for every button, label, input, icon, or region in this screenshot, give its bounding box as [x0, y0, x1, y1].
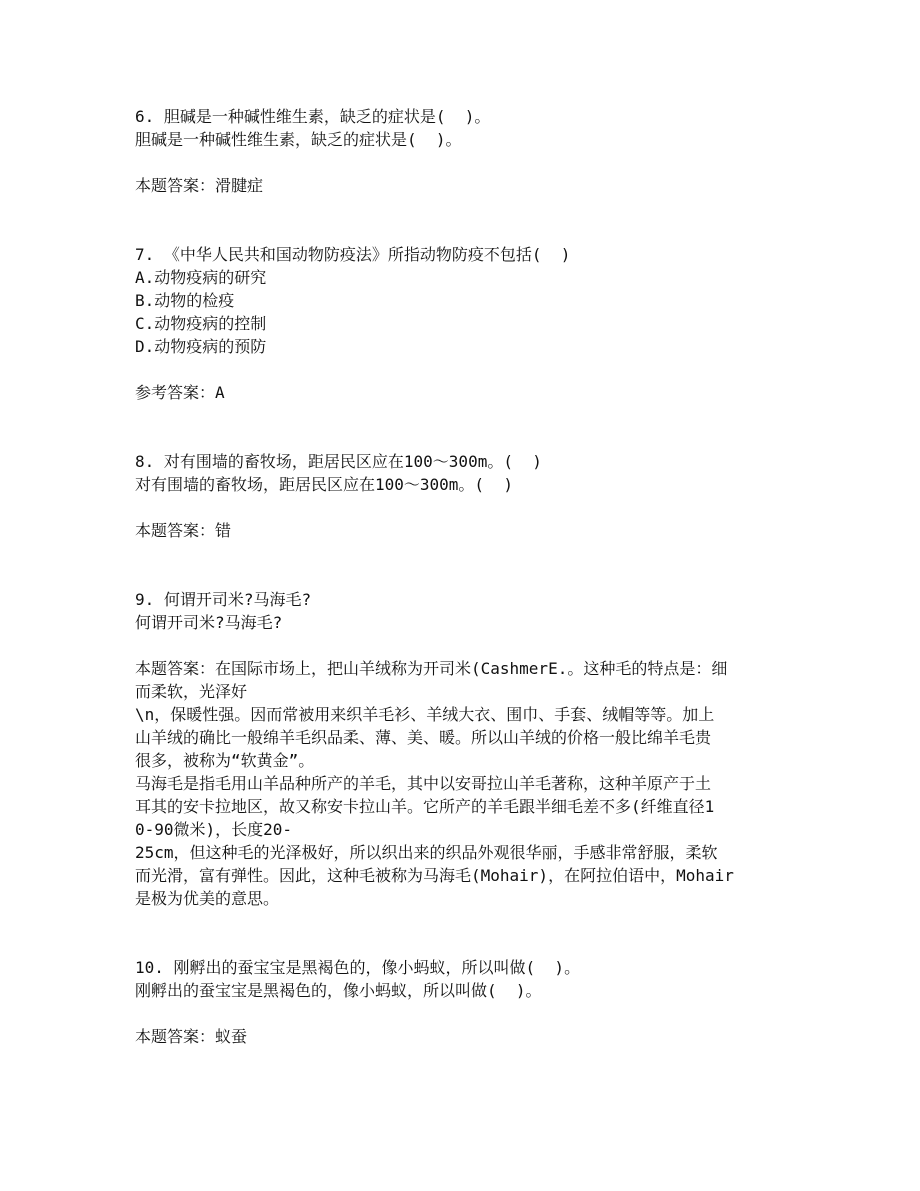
question-8-text: 对有围墙的畜牧场，距居民区应在100～300m。( ) [135, 475, 513, 494]
option-a: A.动物疫病的研究 [135, 268, 267, 287]
question-9-title: 9. 何谓开司米?马海毛? [135, 590, 312, 609]
answer-line: 很多，被称为“软黄金”。 [135, 751, 315, 770]
answer-line: 而柔软，光泽好 [135, 682, 248, 701]
question-7-answer: 参考答案：A [135, 383, 225, 402]
question-10-title: 10. 刚孵出的蚕宝宝是黑褐色的，像小蚂蚁，所以叫做( )。 [135, 958, 581, 977]
question-7-title: 7. 《中华人民共和国动物防疫法》所指动物防疫不包括( ) [135, 245, 571, 264]
answer-line: 而光滑，富有弹性。因此，这种毛被称为马海毛(Mohair)，在阿拉伯语中，Mohair [135, 866, 734, 885]
option-d: D.动物疫病的预防 [135, 337, 267, 356]
answer-line: 0-90微米)，长度20- [135, 820, 293, 839]
question-6-answer: 本题答案：滑腱症 [135, 176, 264, 195]
question-9 [135, 588, 790, 910]
answer-line: 25cm，但这种毛的光泽极好，所以织出来的织品外观很华丽，手感非常舒服，柔软 [135, 843, 718, 862]
question-6-text: 胆碱是一种碱性维生素，缺乏的症状是( )。 [135, 130, 462, 149]
answer-line: 马海毛是指毛用山羊品种所产的羊毛，其中以安哥拉山羊毛著称，这种羊原产于土 [135, 774, 712, 793]
question-9-text: 何谓开司米?马海毛? [135, 613, 283, 632]
question-8-answer: 本题答案：错 [135, 521, 232, 540]
option-b: B.动物的检疫 [135, 291, 235, 310]
question-8 [135, 450, 790, 542]
question-6 [135, 105, 790, 197]
answer-line: 耳其的安卡拉地区，故又称安卡拉山羊。它所产的羊毛跟半细毛差不多(纤维直径1 [135, 797, 715, 816]
question-6-title: 6. 胆碱是一种碱性维生素，缺乏的症状是( )。 [135, 107, 491, 126]
option-c: C.动物疫病的控制 [135, 314, 267, 333]
question-10-answer: 本题答案：蚁蚕 [135, 1027, 248, 1046]
question-8-title: 8. 对有围墙的畜牧场，距居民区应在100～300m。( ) [135, 452, 542, 471]
question-10 [135, 956, 790, 1048]
document-page [135, 105, 790, 1048]
question-7 [135, 243, 790, 404]
question-10-text: 刚孵出的蚕宝宝是黑褐色的，像小蚂蚁，所以叫做( )。 [135, 981, 542, 1000]
answer-line: 本题答案：在国际市场上，把山羊绒称为开司米(CashmerE.。这种毛的特点是：细 [135, 659, 728, 678]
question-9-answer [135, 657, 790, 910]
answer-line: \n，保暖性强。因而常被用来织羊毛衫、羊绒大衣、围巾、手套、绒帽等等。加上 [135, 705, 715, 724]
answer-line: 山羊绒的确比一般绵羊毛织品柔、薄、美、暖。所以山羊绒的价格一般比绵羊毛贵 [135, 728, 712, 747]
answer-line: 是极为优美的意思。 [135, 889, 280, 908]
